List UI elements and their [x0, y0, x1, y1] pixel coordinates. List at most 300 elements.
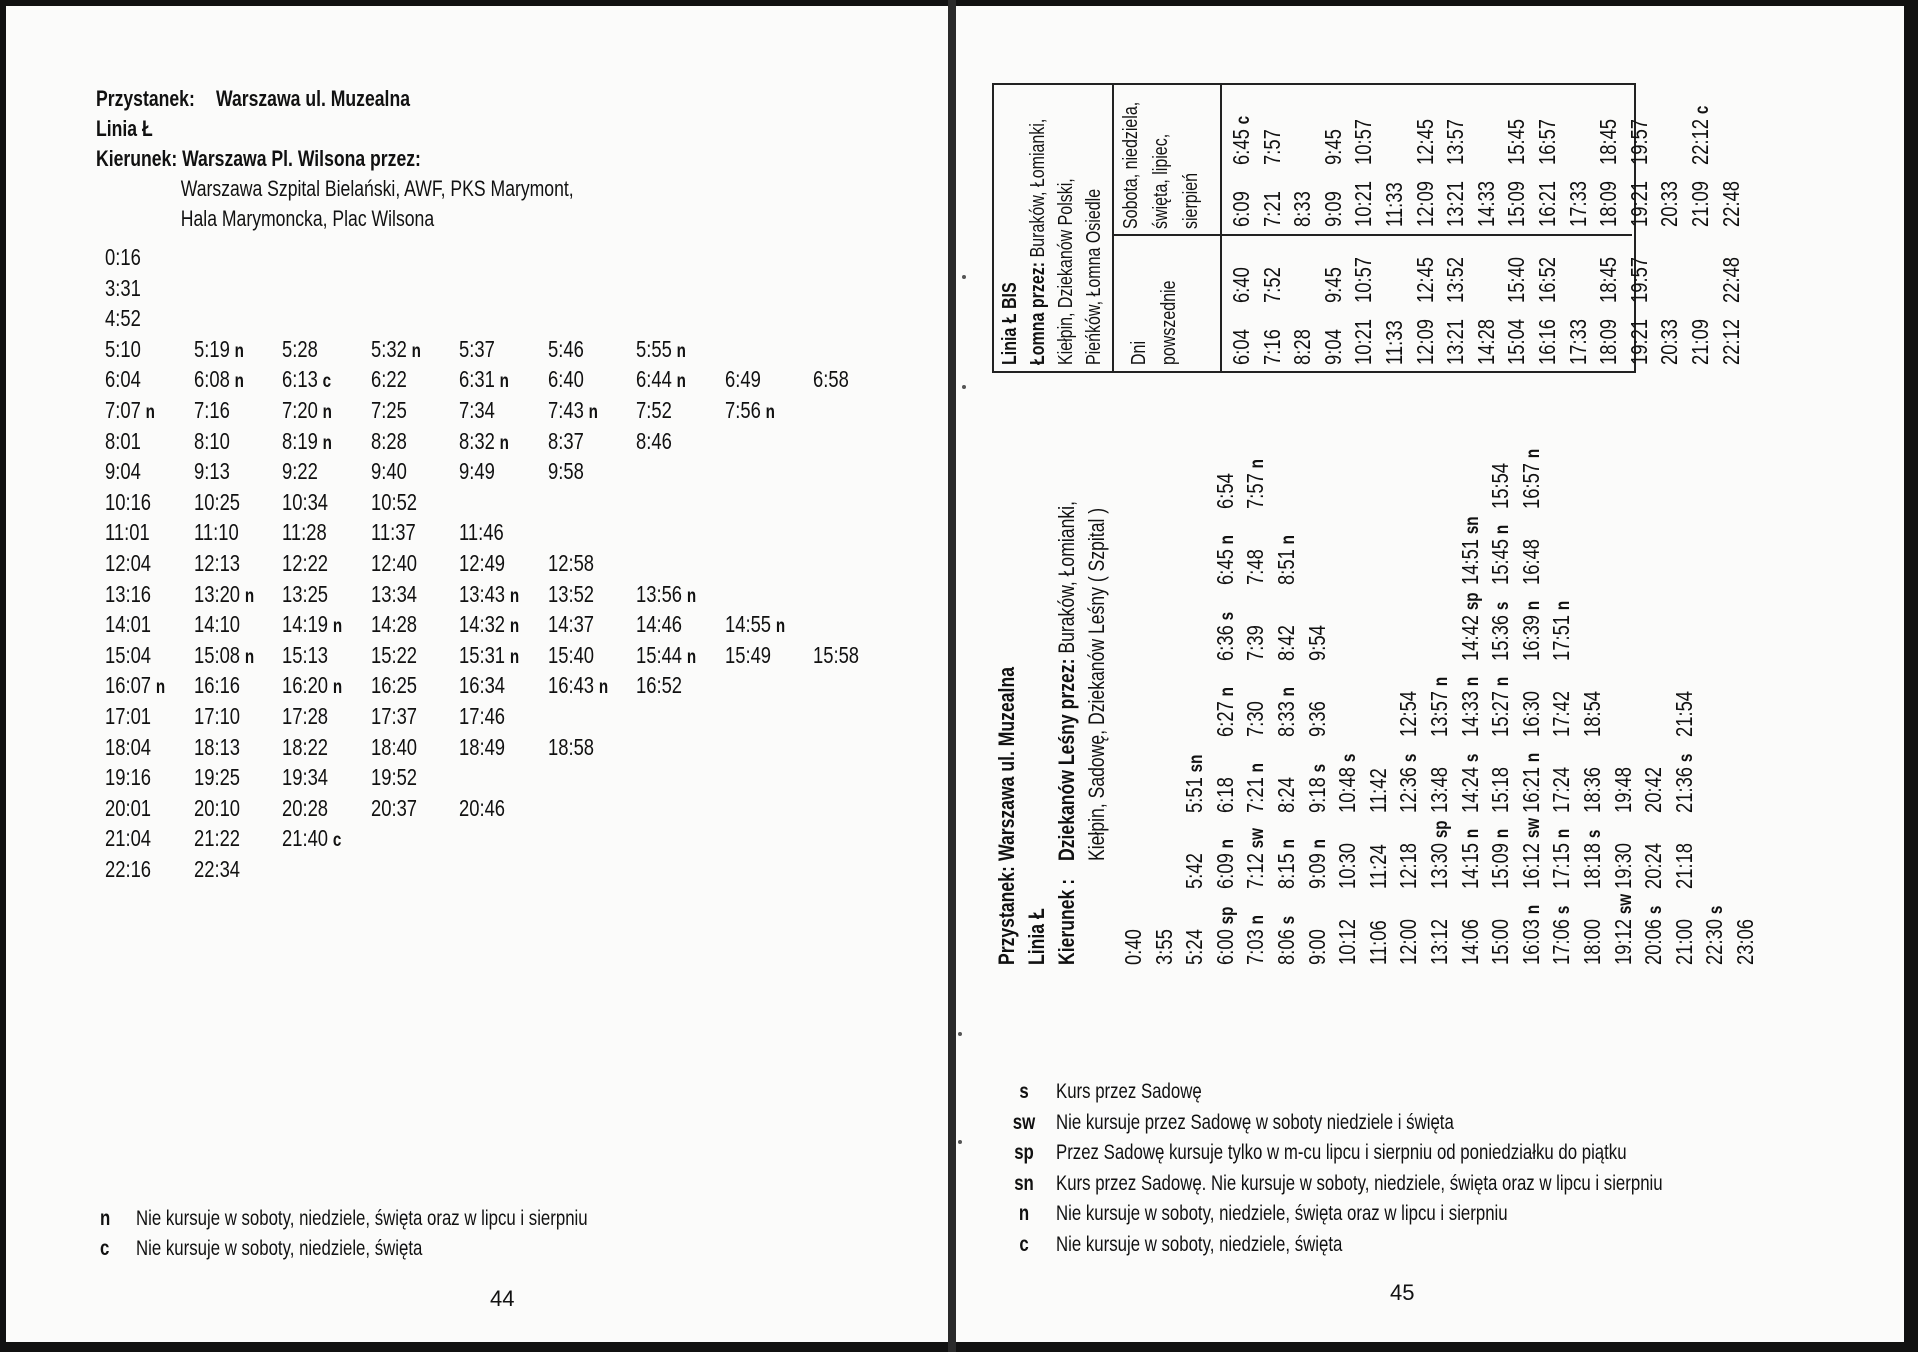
departure — [105, 548, 151, 579]
departure-time: 14:42 — [1456, 614, 1483, 661]
departure-time: 15:31 — [459, 641, 506, 668]
departure — [1242, 625, 1269, 661]
departure-flag: n — [244, 646, 254, 668]
departure — [105, 670, 165, 704]
departure — [636, 609, 682, 640]
bis-table — [992, 83, 1744, 373]
bis-departure — [1259, 329, 1286, 365]
departure-flag: c — [322, 371, 332, 393]
legend-code: c — [100, 1237, 110, 1260]
bis-departure — [1259, 129, 1286, 165]
departure-time: 16:21 — [1517, 766, 1544, 813]
departure-flag: n — [1430, 676, 1452, 687]
departure-time: 8:42 — [1272, 625, 1299, 661]
departure — [1212, 839, 1239, 889]
bis-col1-a: Dni — [1128, 340, 1150, 365]
departure-flag: n — [1277, 839, 1299, 849]
departure-time: 19:52 — [370, 764, 417, 791]
departure — [548, 670, 608, 704]
departure-time: 18:22 — [282, 733, 329, 760]
departure-time: 7:30 — [1242, 701, 1269, 737]
departure — [1304, 625, 1331, 661]
departure — [282, 579, 328, 610]
legend-item — [100, 1234, 588, 1264]
departure-time: 10:57 — [1350, 256, 1377, 303]
departure — [194, 364, 244, 398]
bis-departure — [1718, 181, 1745, 227]
bis-departure — [1473, 181, 1500, 227]
departure-time: 15:18 — [1487, 766, 1514, 813]
departure — [194, 487, 240, 518]
departure-time: 12:09 — [1411, 318, 1438, 365]
departure-flag: sp — [1216, 906, 1238, 925]
bis-departure — [1626, 119, 1653, 165]
departure-time: 8:46 — [636, 427, 672, 454]
departure — [548, 640, 594, 671]
departure-time: 15:49 — [724, 641, 771, 668]
departure-time: 16:16 — [1533, 318, 1560, 365]
departure — [105, 395, 155, 429]
departure-time: 22:48 — [1717, 180, 1744, 227]
departure — [1181, 755, 1208, 813]
departure — [371, 670, 417, 701]
departure-time: 12:04 — [105, 549, 152, 576]
departure-time: 14:24 — [1456, 766, 1483, 813]
departure-time: 0:40 — [1120, 929, 1146, 965]
departure — [548, 609, 594, 640]
departure-time: 11:33 — [1380, 320, 1407, 365]
departure — [194, 395, 230, 426]
departure-time: 16:03 — [1517, 918, 1544, 965]
departure-time: 20:42 — [1640, 766, 1667, 813]
departure-time: 7:16 — [1258, 329, 1285, 365]
departure-time: 17:15 — [1548, 842, 1575, 889]
departure-time: 14:37 — [547, 611, 594, 638]
departure — [636, 334, 686, 368]
departure-time: 6:49 — [724, 366, 761, 393]
departure-time: 14:33 — [1456, 690, 1483, 737]
bis-departure — [1228, 267, 1255, 303]
departure — [459, 395, 495, 426]
departure-time: 20:46 — [459, 794, 506, 821]
departure-flag: n — [509, 585, 520, 607]
departure-time: 20:10 — [193, 794, 240, 821]
departure-time: 8:33 — [1289, 191, 1316, 227]
departure-time: 16:48 — [1517, 538, 1544, 585]
departure-time: 11:28 — [282, 519, 327, 546]
bis-departure — [1350, 119, 1377, 165]
departure — [459, 426, 509, 460]
departure-flag: s — [1553, 905, 1575, 915]
departure — [1242, 763, 1269, 813]
departure-time: 13:30 — [1425, 842, 1452, 889]
departure-flag: n — [155, 677, 166, 699]
departure-flag: n — [1553, 828, 1575, 839]
departure-time: 8:10 — [193, 427, 230, 454]
departure-time: 0:16 — [105, 244, 141, 270]
departure — [1273, 777, 1300, 813]
departure-time: 6:04 — [1228, 329, 1254, 365]
departure — [1242, 915, 1269, 965]
departure — [459, 640, 519, 674]
departure-time: 7:43 — [547, 396, 584, 423]
departure-time: 21:22 — [193, 825, 240, 852]
departure-flag: n — [676, 340, 686, 362]
departure — [105, 793, 151, 824]
departure-time: 15:13 — [282, 641, 329, 668]
departure-flag: n — [234, 340, 244, 362]
departure-time: 11:33 — [1380, 182, 1407, 227]
departure-time: 9:45 — [1319, 129, 1346, 165]
departure-time: 21:09 — [1686, 180, 1713, 227]
departure-time: 13:48 — [1425, 766, 1452, 813]
departure — [1610, 767, 1637, 813]
stop-name: Warszawa ul. Muzealna — [216, 86, 410, 111]
departure-flag: sw — [1614, 893, 1636, 915]
departure — [105, 854, 151, 885]
departure-time: 9:04 — [1319, 329, 1346, 365]
bis-col2-c: sierpień — [1180, 172, 1202, 229]
departure — [636, 579, 696, 613]
departure — [194, 640, 254, 674]
departure — [371, 762, 417, 793]
departure-time: 10:30 — [1334, 842, 1361, 889]
departure — [194, 579, 254, 613]
bis-departure — [1381, 320, 1408, 365]
departure-time: 21:40 — [282, 825, 329, 852]
departure-time: 22:48 — [1717, 256, 1744, 303]
departure-time: 22:16 — [105, 855, 152, 882]
departure-flag: n — [765, 401, 775, 423]
departure-time: 19:57 — [1625, 118, 1652, 165]
bis-direction: Łomna przez: — [1027, 261, 1049, 365]
page-number-left: 44 — [490, 1286, 515, 1311]
departure — [459, 609, 519, 643]
bis-departure — [1412, 319, 1439, 365]
departure-time: 17:10 — [193, 702, 240, 729]
departure-time: 17:01 — [105, 702, 152, 729]
departure-time: 18:58 — [547, 733, 594, 760]
departure-time: 6:27 — [1211, 701, 1238, 737]
departure-time: 14:33 — [1472, 180, 1499, 227]
departure-time: 8:28 — [370, 427, 407, 454]
departure — [1640, 843, 1667, 889]
departure-time: 8:33 — [1272, 701, 1299, 737]
departure-time: 9:49 — [459, 458, 495, 485]
departure — [1212, 612, 1239, 661]
bis-departure — [1320, 191, 1347, 227]
departure-time: 15:40 — [547, 641, 594, 668]
departure-flag: n — [145, 401, 155, 423]
departure — [282, 395, 332, 429]
departure-time: 20:33 — [1656, 180, 1683, 227]
departure — [194, 732, 240, 763]
bis-departure — [1412, 181, 1439, 227]
departure-time: 11:01 — [105, 519, 150, 546]
departure-time: 9:45 — [1319, 267, 1346, 303]
departure — [282, 334, 318, 365]
departure — [1395, 754, 1422, 813]
departure — [282, 517, 327, 548]
departure — [371, 640, 417, 671]
legend-item — [1000, 1138, 1663, 1169]
bis-via-2: Pieńków, Łomna Osiedle — [1083, 188, 1105, 365]
departure-flag: c — [1691, 105, 1713, 115]
departure — [1518, 905, 1545, 965]
departure-flag: n — [598, 677, 608, 699]
departure — [1273, 916, 1300, 965]
departure-flag: s — [1308, 763, 1330, 773]
departure-time: 14:32 — [459, 611, 506, 638]
departure-time: 16:16 — [193, 672, 240, 699]
legend-text: Nie kursuje w soboty, niedziele, święta oraz w lipcu i sierpniu — [136, 1207, 588, 1230]
departure-flag: n — [1492, 676, 1514, 687]
departure — [282, 670, 342, 704]
departure — [1212, 687, 1239, 737]
departure-time: 13:57 — [1425, 690, 1452, 737]
departure-flag: s — [1216, 611, 1238, 621]
departure — [459, 456, 495, 487]
departure — [1671, 843, 1698, 889]
legend-item — [1000, 1077, 1663, 1108]
departure — [1304, 929, 1331, 965]
departure-time: 9:09 — [1319, 191, 1346, 227]
departure-time: 21:36 — [1670, 766, 1697, 813]
departure — [636, 364, 686, 398]
departure-time: 14:55 — [724, 611, 771, 638]
departure-time: 14:06 — [1456, 918, 1483, 965]
departure-flag: n — [676, 371, 686, 393]
departure — [1151, 929, 1178, 965]
departure-time: 17:33 — [1564, 180, 1591, 227]
departure-time: 6:31 — [459, 366, 495, 393]
departure-time: 12:58 — [547, 549, 594, 576]
departure — [1426, 919, 1453, 965]
departure — [371, 456, 407, 487]
departure — [282, 793, 328, 824]
bis-departure — [1320, 329, 1347, 365]
departure-flag: n — [1492, 828, 1514, 839]
departure — [1732, 919, 1759, 965]
departure-time: 7:12 — [1242, 853, 1269, 889]
departure — [282, 364, 331, 398]
departure — [725, 609, 785, 643]
departure-time: 13:21 — [1442, 318, 1469, 365]
departure-time: 22:30 — [1701, 918, 1728, 965]
departure-time: 18:09 — [1595, 318, 1622, 365]
departure-flag: n — [1522, 448, 1544, 459]
bis-departure — [1259, 267, 1286, 303]
departure-time: 18:00 — [1578, 918, 1605, 965]
departure-flag: n — [509, 646, 520, 668]
departure-time: 14:51 — [1456, 538, 1483, 585]
departure-flag: sw — [1247, 828, 1269, 849]
departure-flag: n — [332, 677, 343, 699]
bis-departure — [1534, 257, 1561, 303]
departure-flag: sp — [1461, 592, 1483, 611]
departure-time: 17:37 — [370, 702, 417, 729]
bis-departure — [1626, 319, 1653, 365]
departure — [636, 395, 672, 426]
departure — [1487, 767, 1514, 813]
bis-departure — [1350, 319, 1377, 365]
departure-time: 9:58 — [547, 458, 584, 485]
binding-mark — [962, 275, 966, 279]
departure — [636, 426, 672, 457]
departure-time: 5:28 — [282, 335, 318, 362]
departure-time: 9:54 — [1303, 625, 1330, 661]
departure-time: 6:04 — [105, 366, 141, 393]
bis-departure — [1442, 257, 1469, 303]
departure-time: 13:25 — [282, 580, 329, 607]
bis-header — [996, 119, 1108, 365]
departure — [371, 517, 416, 548]
bis-departure — [1565, 181, 1592, 227]
departure-time: 8:06 — [1272, 929, 1299, 965]
line-name-right: Linia Ł — [1024, 908, 1049, 965]
departure-time: 20:06 — [1640, 918, 1667, 965]
departure-flag: n — [588, 401, 598, 423]
departure-time: 10:16 — [105, 488, 152, 515]
departure-time: 11:37 — [370, 519, 416, 546]
departure — [194, 854, 240, 885]
departure-time: 12:00 — [1395, 918, 1422, 965]
departure-time: 18:40 — [370, 733, 417, 760]
departure-flag: s — [1645, 905, 1667, 915]
departure-time: 19:57 — [1625, 256, 1652, 303]
departure — [1304, 701, 1331, 737]
departure-time: 13:52 — [547, 580, 594, 607]
departure — [459, 334, 495, 365]
legend-item — [1000, 1108, 1663, 1139]
departure-time: 5:10 — [105, 335, 141, 362]
book-spine — [948, 0, 956, 1352]
departure — [371, 732, 417, 763]
departure — [636, 670, 682, 701]
departure-time: 15:09 — [1487, 842, 1514, 889]
departure — [282, 732, 328, 763]
bis-departure — [1687, 319, 1714, 365]
departure — [371, 487, 417, 518]
departure — [282, 426, 332, 460]
departure — [371, 364, 407, 395]
bis-departure — [1320, 129, 1347, 165]
departure — [371, 579, 417, 610]
departure-time: 19:30 — [1609, 842, 1636, 889]
departure — [548, 364, 584, 395]
bis-departure — [1534, 119, 1561, 165]
binding-mark — [958, 1140, 962, 1144]
departure-time: 21:54 — [1670, 690, 1697, 737]
bis-departure — [1320, 267, 1347, 303]
departure-flag: n — [1522, 904, 1544, 915]
departure — [1242, 828, 1269, 889]
bis-departure — [1595, 181, 1622, 227]
departure-flag: sp — [1430, 820, 1452, 839]
departure-time: 10:48 — [1334, 766, 1361, 813]
departure-time: 15:45 — [1487, 538, 1514, 585]
departure — [105, 609, 151, 640]
line-name: Linia Ł — [96, 116, 153, 141]
departure — [282, 640, 328, 671]
departure-time: 19:12 — [1609, 918, 1636, 965]
departure — [1365, 920, 1392, 965]
departure-time: 21:04 — [105, 825, 152, 852]
departure — [194, 456, 230, 487]
departure-time: 7:56 — [724, 396, 761, 423]
departure — [371, 609, 417, 640]
departure — [1365, 768, 1392, 813]
departure-time: 5:55 — [636, 335, 672, 362]
bis-departure — [1534, 319, 1561, 365]
departure-flag: n — [1492, 524, 1514, 535]
departure-time: 22:34 — [193, 855, 240, 882]
departure-time: 3:55 — [1150, 929, 1177, 965]
departure-time: 16:39 — [1517, 614, 1544, 661]
departure — [1610, 843, 1637, 889]
departure-flag: s — [1277, 915, 1299, 925]
departure-time: 9:22 — [282, 458, 318, 485]
departure-time: 6:18 — [1211, 777, 1238, 813]
departure — [1181, 929, 1208, 965]
departure — [282, 762, 328, 793]
departure-flag: n — [686, 646, 697, 668]
departure — [1242, 701, 1269, 737]
bis-departure — [1656, 181, 1683, 227]
departure — [1334, 754, 1361, 813]
departure — [1518, 601, 1545, 661]
bis-departure — [1412, 257, 1439, 303]
departure-time: 18:45 — [1595, 118, 1622, 165]
departure — [1487, 677, 1514, 737]
departure-time: 10:21 — [1350, 318, 1377, 365]
departure-time: 12:18 — [1395, 842, 1422, 889]
departure-time: 17:51 — [1548, 614, 1575, 661]
bis-departure — [1350, 257, 1377, 303]
departure — [105, 426, 141, 457]
departure — [282, 609, 342, 643]
bis-col1-b: powszednie — [1158, 280, 1180, 365]
departure — [725, 640, 771, 671]
departure-time: 5:51 — [1181, 777, 1208, 813]
departure-time: 14:10 — [193, 611, 240, 638]
departure-flag: n — [1308, 839, 1330, 849]
departure-time: 11:10 — [193, 519, 239, 546]
departure-time: 18:36 — [1578, 766, 1605, 813]
departure — [1671, 919, 1698, 965]
departure — [1640, 906, 1667, 965]
departure — [1395, 691, 1422, 737]
departure — [105, 579, 151, 610]
departure-time: 10:52 — [370, 488, 417, 515]
bis-departure — [1289, 329, 1316, 365]
departure — [371, 793, 417, 824]
departure — [371, 426, 407, 457]
departure — [105, 273, 141, 304]
departure-time: 13:43 — [459, 580, 506, 607]
departure-flag: n — [244, 585, 254, 607]
departure-time: 8:32 — [459, 427, 495, 454]
departure-time: 8:51 — [1272, 549, 1299, 585]
departure — [1640, 767, 1667, 813]
departure-time: 10:21 — [1350, 180, 1377, 227]
departure — [1518, 753, 1545, 813]
departure — [282, 548, 328, 579]
legend-code: s — [1019, 1080, 1029, 1103]
bis-col2-b: święta, lipiec, — [1150, 133, 1172, 229]
departure-time: 16:20 — [282, 672, 329, 699]
departure-time: 9:04 — [105, 458, 141, 485]
